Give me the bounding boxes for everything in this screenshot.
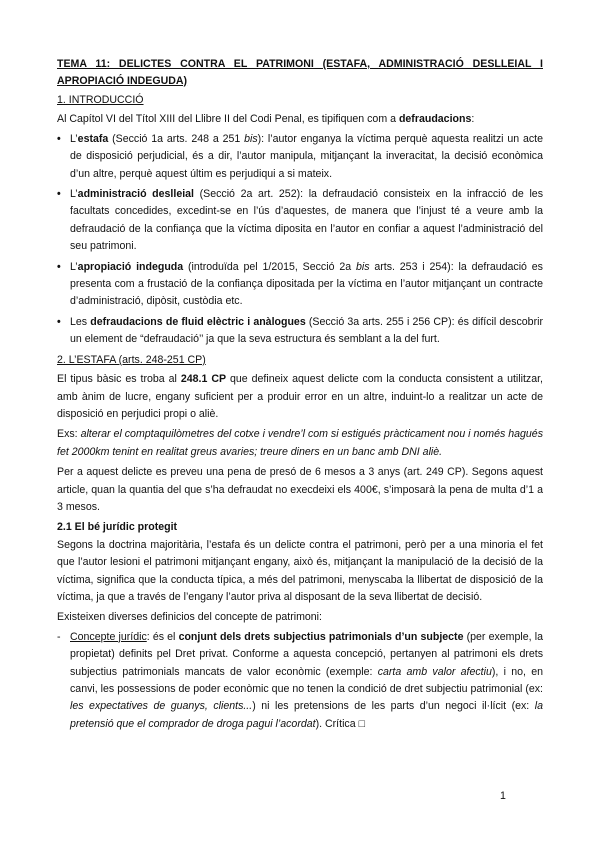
document-title: TEMA 11: DELICTES CONTRA EL PATRIMONI (ESTAFA, ADMINISTRACIÓ DESLLEIAL I APROPIACIÓ INDEGUDA) bbox=[57, 58, 543, 87]
list-item-estafa: • L’estafa (Secció 1a arts. 248 a 251 bis): l’autor enganya la víctima perquè aquesta realitzi un acte de disposició perjudicial, és a dir, l’autor manipula, mitjançant la inveracitat, la decisió econòmica d’un altre, perquè aquest últim es perjudiqui a si mateix. bbox=[57, 131, 543, 183]
section-heading-introduccio: 1. INTRODUCCIÓ bbox=[57, 94, 144, 106]
list-item-fluid-electric: • Les defraudacions de fluid elèctric i anàlogues (Secció 3a arts. 255 i 256 CP): és difícil descobrir un element de “defraudació’’ ja que la seva estructura és semblant a la del furt. bbox=[57, 314, 543, 349]
list-item-concepte-juridic: - Concepte jurídic: és el conjunt dels drets subjectius patrimonials d’un subjecte (per exemple, la propietat) definits pel Dret privat. Conforme a aquesta concepció, pertanyen al patrimoni els drets subjectius patrimonials mancats de valor econòmic (exemple: carta amb valor afectiu), i no, en canvi, les possessions de poder econòmic que no tenen la condició de dret subjectiu patrimonial (ex: les expectatives de guanys, clients...) ni les pretensions de les parts d’un negoci il·lícit (ex: la pretensió que el comprador de droga pagui l’acordat). Crítica □ bbox=[57, 629, 543, 733]
page-number: 1 bbox=[500, 790, 506, 802]
doctrina-paragraph: Segons la doctrina majoritària, l’estafa és un delicte contra el patrimoni, però per a una minoria el fet que l’autor lesioni el patrimoni mitjançant engany, això és, mitjançant la manipulació de la decisió de la víctima, significa que la conducta típica, a més del patrimoni, menyscaba la llibertat de disposició de la víctima, ja que a través de l’engany l’autor priva al disposant de la seva llibertat de decisió. bbox=[57, 538, 543, 603]
missing-glyph-icon: □ bbox=[358, 717, 365, 730]
estafa-paragraph: El tipus bàsic es troba al 248.1 CP que defineix aquest delicte com la conducta consistent a utilitzar, amb ànim de lucre, engany suficient per a produir error en un altre, induint-lo a realitzar un acte de disposició en perjudici propi o aliè. bbox=[57, 373, 543, 420]
subsection-heading-be-juridic: 2.1 El bé jurídic protegit bbox=[57, 521, 178, 534]
patrimoni-definitions-list bbox=[57, 629, 543, 733]
document-page bbox=[57, 56, 543, 733]
list-item-apropiacio: • L’apropiació indeguda (introduïda pel 1/2015, Secció 2a bis arts. 253 i 254): la defraudació es presenta com a frustació de la confiança dipositada per la víctima en l’autor mitjançant un contracte d’administració, dipòsit, custòdia etc. bbox=[57, 259, 543, 311]
definicions-paragraph: Existeixen diverses definicios del concepte de patrimoni: bbox=[57, 611, 322, 624]
intro-paragraph: Al Capítol VI del Títol XIII del Llibre II del Codi Penal, es tipifiquen com a defraudacions: bbox=[57, 113, 475, 126]
defraudacions-list bbox=[57, 131, 543, 349]
section-heading-estafa: 2. L’ESTAFA (arts. 248-251 CP) bbox=[57, 353, 206, 366]
examples-paragraph: Exs: alterar el comptaquilòmetres del cotxe i vendre’l com si estigués pràcticament nou i només hagués fet 2000km tenint en realitat greus avaries; treure diners en un banc amb DNI aliè. bbox=[57, 428, 543, 458]
list-item-administracio: • L’administració deslleial (Secció 2a art. 252): la defraudació consisteix en la infracció de les facultats concedides, excedint-se en l’ús d’aquestes, de manera que l’injust té a veure amb la defraudació de la confiança que la víctima diposita en l’autor en confiar a aquest l’administració del seu patrimoni. bbox=[57, 186, 543, 256]
pena-paragraph: Per a aquest delicte es preveu una pena de presó de 6 mesos a 3 anys (art. 249 CP). Segons aquest article, quan la quantia del que s’ha defraudat no execdeixi els 400€, s’imposarà la pena de multa d’1 a 3 mesos. bbox=[57, 466, 543, 513]
